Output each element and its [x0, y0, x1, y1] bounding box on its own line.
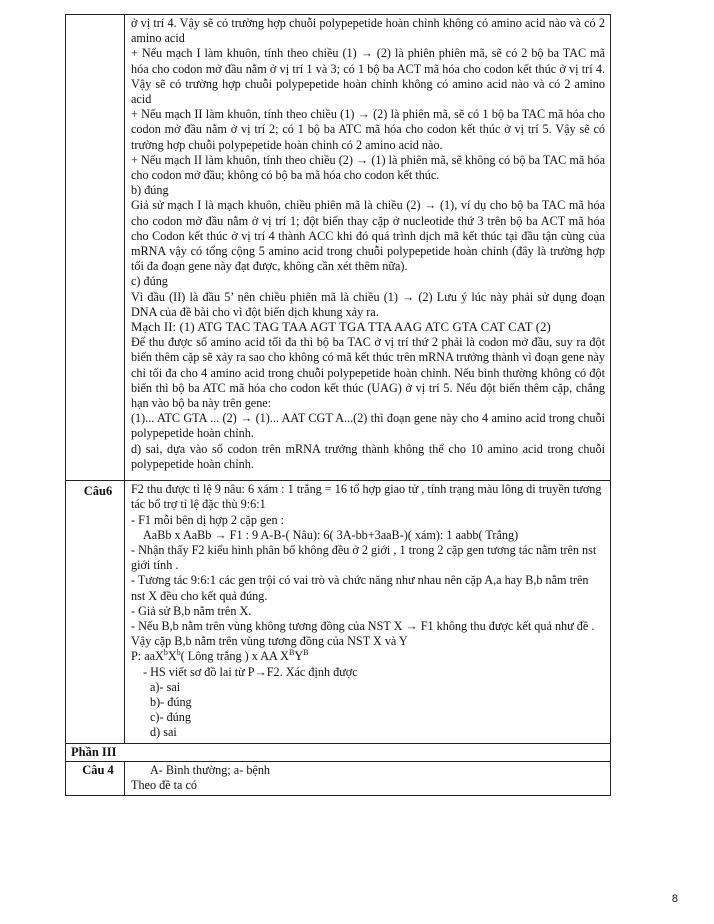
- paragraph: - Tương tác 9:6:1 các gen trội có vai trò và chức năng như nhau nên cặp A,a hay B,b nằm trên nst X đều cho kết quả đúng.: [131, 573, 589, 603]
- page-number: 8: [671, 893, 678, 905]
- section-cell: [66, 743, 611, 761]
- section-title: Phần III: [71, 744, 117, 759]
- paragraph: - Giả sử B,b nằm trên X.: [131, 603, 252, 618]
- paragraph: c) đúng: [131, 274, 168, 289]
- answer-item: a)- sai: [150, 679, 181, 694]
- answer-item: c)- đúng: [150, 710, 191, 725]
- paragraph: + Nếu mạch II làm khuôn, tính theo chiều (1) → (2) là phiên mã, sẽ có 1 bộ ba TAC mã hóa cho codon mở đầu nằm ở vị trí 2; có 1 bộ ba ATC mã hóa cho codon kết thúc ở vị trí 5. Vậy sẽ có trường hợp chuỗi polypepetide hoàn chỉnh có 2 amino acid nào.: [131, 107, 605, 152]
- paragraph: Vì đầu (II) là đầu 5’ nên chiều phiên mã là chiều (1) → (2) Lưu ý lúc này phải sử dụng đoạn DNA của đề bài cho vì đột biến dịch khung xảy ra.: [131, 289, 605, 319]
- content-cell: [125, 481, 611, 743]
- question-label-cell: [66, 481, 125, 743]
- answer-item: b)- đúng: [150, 694, 192, 709]
- paragraph: Để thu được số amino acid tối đa thì bộ ba TAC ở vị trí thứ 2 phải là codon mở đầu, suy ra đột biến thêm cặp sẽ xảy ra sao cho không có mã kết thúc trên mRNA trưởng thành vì đoạn gene này chỉ tối đa cho 4 amino acid trong chuỗi polypepetide hoàn chỉnh. Nếu bình thường không có đột biến thì bộ ba ATC mã hóa cho codon kết thúc (UAG) ở vị trí 5. Nếu đột biến thêm cặp, chẳng hạn vào bộ ba này trên gene:: [131, 335, 606, 411]
- question-label-cell: [66, 761, 125, 795]
- answer-table: [65, 14, 611, 796]
- paragraph: - Nếu B,b nằm trên vùng không tương đồng của NST X → F1 không thu được kết quả như đề . Vậy cặp B,b nằm trên vùng tương đồng của NST X và Y: [131, 618, 595, 649]
- paragraph: + Nếu mạch I làm khuôn, tính theo chiều (1) → (2) là phiên phiên mã, sẽ có 2 bộ ba TAC mã hóa cho codon mở đầu nằm ở vị trí 1 và 3; có 1 bộ ba ACT mã hóa cho codon kết thúc ở vị trí 4. Vậy sẽ có trường hợp chuỗi polypepetide hoàn chỉnh không có amino acid nào và có 2 amino acid: [131, 46, 605, 107]
- paragraph: Theo đề ta có: [131, 777, 197, 792]
- table-row: [66, 481, 611, 743]
- paragraph: (1)... ATC GTA ... (2) → (1)... AAT CGT A...(2) thì đoạn gene này cho 4 amino acid trong chuỗi polypepetide hoàn chỉnh.: [131, 411, 605, 441]
- paragraph: + Nếu mạch II làm khuôn, tính theo chiều (2) → (1) là phiên mã, sẽ không có bộ ba TAC mã hóa cho codon mở đầu; không có bộ ba mã hóa cho codon kết thúc.: [131, 152, 605, 183]
- paragraph: A- Bình thường; a- bệnh: [150, 762, 271, 777]
- paragraph: d) sai, dựa vào số codon trên mRNA trưởng thành không thể cho 10 amino acid trong chuỗi polypepetide hoàn chỉnh.: [131, 441, 605, 471]
- cross-formula: AaBb x AaBb → F1 : 9 A-B-( Nâu): 6( 3A-bb+3aaB-)( xám): 1 aabb( Trắng): [143, 527, 519, 542]
- table-row: [66, 15, 611, 481]
- gene-sequence: Mạch II: (1) ATG TAC TAG TAA AGT TGA TTA AAG ATC GTA CAT CAT (2): [131, 320, 551, 335]
- paragraph: - F1 mỗi bên dị hợp 2 cặp gen :: [131, 512, 285, 527]
- table-row: [66, 761, 611, 795]
- table-row: [66, 743, 611, 761]
- paragraph: F2 thu được tỉ lệ 9 nâu: 6 xám : 1 trắng = 16 tổ hợp giao tử , tính trạng màu lông di truyền tương tác bổ trợ tỉ lệ đặc thù 9:6:1: [131, 482, 602, 512]
- content-cell: [125, 761, 611, 795]
- paragraph: b) đúng: [131, 183, 169, 198]
- label-cell-empty: [66, 15, 125, 481]
- cross-p: P: $aaX^bX^b$( Lông trắng ) x AA $X^BY^B$: [131, 648, 309, 664]
- paragraph: - Nhận thấy F2 kiểu hình phân bố không đều ở 2 giới , 1 trong 2 cặp gen tương tác nằm trên nst giới tính .: [131, 542, 597, 573]
- content-cell: [125, 15, 611, 481]
- question-label: Câu 4: [82, 762, 114, 777]
- paragraph: ở vị trí 4. Vậy sẽ có trường hợp chuỗi polypepetide hoàn chỉnh không có amino acid nào và có 2 amino acid: [131, 16, 605, 46]
- paragraph: Giả sử mạch I là mạch khuôn, chiều phiên mã là chiều (2) → (1), ví dụ cho bộ ba TAC mã hóa cho codon mở đầu nằm ở vị trí 1; đột biến thay cặp ở nucleotide thứ 3 trên bộ ba ACT mã hóa cho Codon kết thúc ở vị trí 4 thành ACC khi đó quá trình dịch mã kết thúc tại đầu tận cùng của mRNA vậy có tổng cộng 5 amino acid trong chuỗi polypepetide hoàn chỉnh (đây là trường hợp tối đa đoạn gene này đạt được, không cần xét thêm nữa).: [131, 198, 605, 274]
- answer-item: d) sai: [150, 725, 177, 740]
- paragraph: - HS viết sơ đồ lai từ P→F2. Xác định được: [143, 664, 358, 679]
- question-label: Câu6: [83, 484, 113, 499]
